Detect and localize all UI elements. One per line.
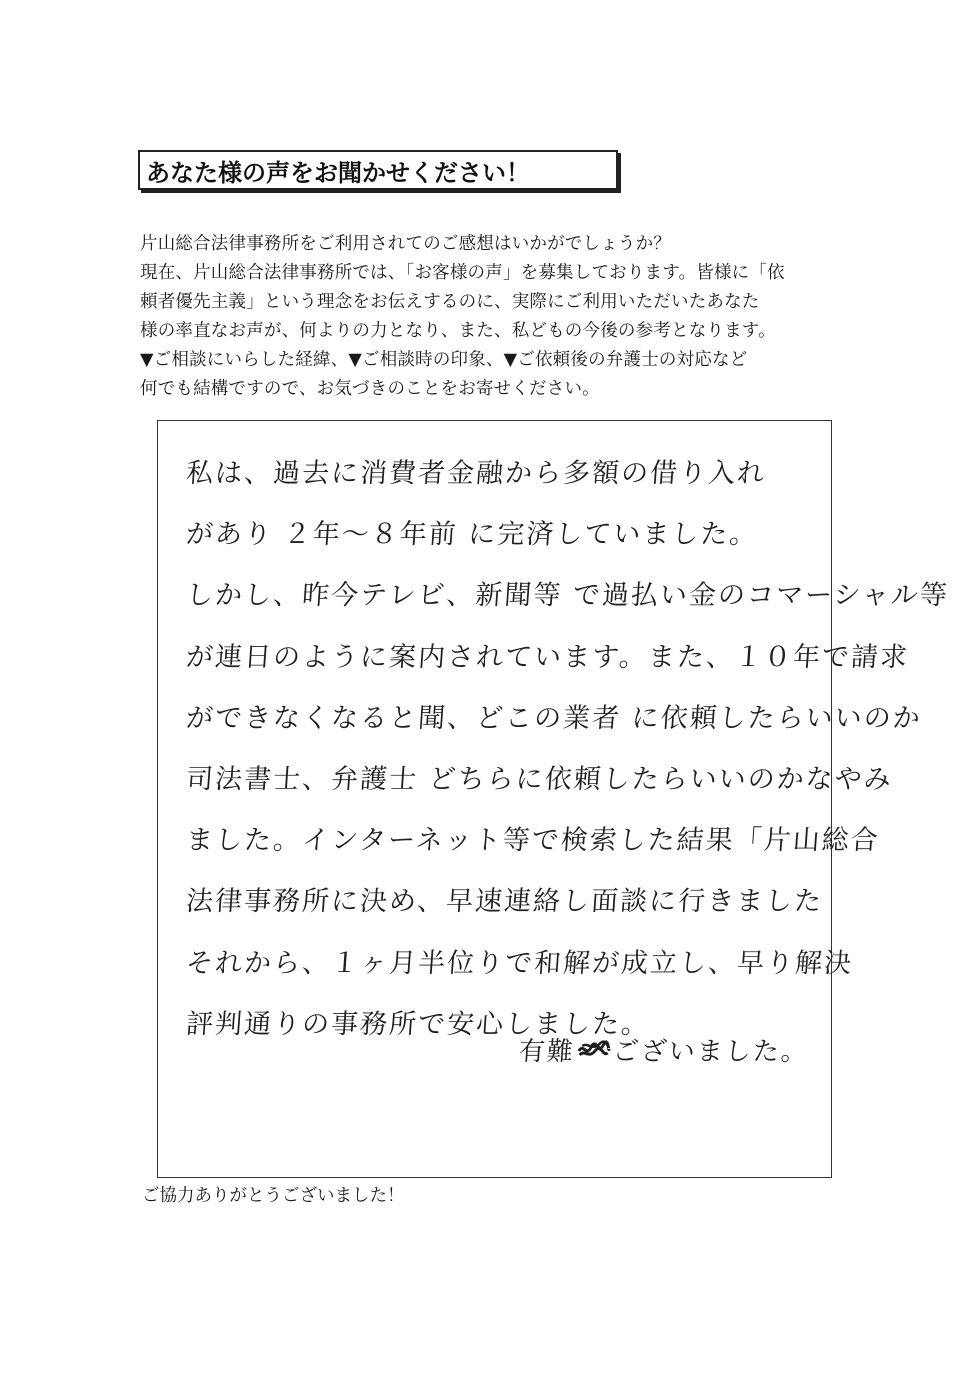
intro-line: 頼者優先主義」という理念をお伝えするのに、実際にご利用いただいたあなた: [140, 292, 760, 312]
scribble-mark-icon: [576, 1039, 612, 1061]
intro-line: 様の率直なお声が、何よりの力となり、また、私どもの今後の参考となります。: [140, 321, 776, 341]
handwritten-line: ができなくなると聞、どこの業者 に依頼したらいいのか: [185, 702, 923, 734]
closing-after: ございました。: [611, 1037, 810, 1067]
intro-line: 片山総合法律事務所をご利用されてのご感想はいかがでしょうか？: [140, 234, 671, 254]
page-title: あなた様の声をお聞かせください！: [146, 158, 530, 187]
handwritten-answer: [184, 443, 950, 1055]
thank-you-footer: ご協力ありがとうございました！: [142, 1186, 405, 1206]
handwritten-line: が連日のように案内されています。また、１０年で請求: [185, 641, 911, 673]
handwritten-line: それから、１ヶ月半位りで和解が成立し、早り解決: [185, 947, 855, 979]
title-box: [138, 150, 618, 190]
handwritten-line: 法律事務所に決め、早速連絡し面談に行きました: [185, 886, 825, 918]
intro-line: 現在、片山総合法律事務所では、「お客様の声」を募集しております。皆様に「依: [140, 263, 785, 283]
handwritten-line: ました。インターネット等で検索した結果「片山総合: [185, 825, 881, 857]
intro-line: 何でも結構ですので、お気づきのことをお寄せください。: [140, 379, 600, 399]
answer-box: [157, 420, 950, 1178]
handwritten-line: 司法書士、弁護士 どちらに依頼したらいいのかなやみ: [185, 764, 894, 796]
handwritten-line: があり ２年〜８年前 に完済していました。: [185, 519, 760, 551]
intro-text: [140, 230, 850, 404]
intro-line: ▼ご相談にいらした経緯、▼ご相談時の印象、▼ご依頼後の弁護士の対応など: [140, 350, 748, 370]
handwritten-line: しかし、昨今テレビ、新聞等 で過払い金のコマーシャル等: [185, 580, 950, 612]
handwritten-line: 評判通りの事務所で安心しました。: [185, 1008, 652, 1040]
closing-before: 有難: [517, 1037, 576, 1067]
handwritten-closing: [518, 1031, 811, 1068]
handwritten-line: 私は、過去に消費者金融から多額の借り入れ: [185, 458, 768, 489]
